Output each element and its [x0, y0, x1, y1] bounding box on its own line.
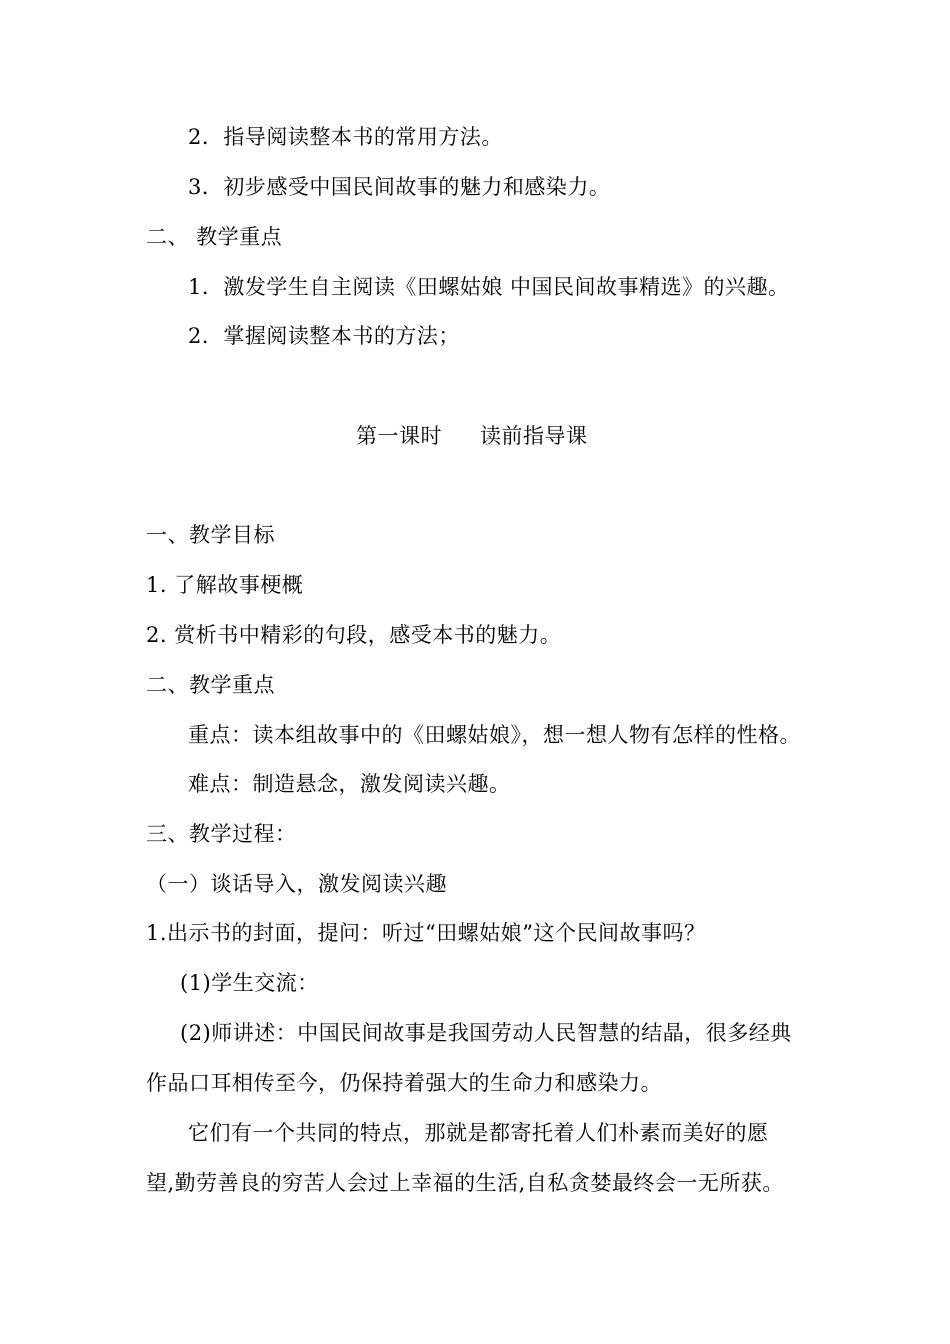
lesson-title [356, 423, 588, 449]
process-step-1-item: 1.出示书的封面，提问：听过“田螺姑娘”这个民间故事吗？ [146, 921, 706, 945]
section-heading-key-points: 二、 教学重点 [146, 225, 283, 249]
process-step-1-heading: （一）谈话导入，激发阅读兴趣 [146, 872, 447, 896]
key-point-item-1: 1．激发学生自主阅读《田螺姑娘 中国民间故事精选》的兴趣。 [188, 275, 790, 299]
objective-item-3: 3．初步感受中国民间故事的魅力和感染力。 [188, 175, 611, 199]
process-sub-item-1: (1)学生交流： [180, 971, 319, 995]
key-point-item-2: 2．掌握阅读整本书的方法； [188, 324, 460, 348]
focus-key-point: 重点：读本组故事中的《田螺姑娘》，想一想人物有怎样的性格。 [188, 723, 801, 747]
goal-item-1: 1. 了解故事梗概 [146, 573, 304, 597]
heading-teaching-process: 三、教学过程： [146, 822, 297, 846]
paragraph-line-2: 望,勤劳善良的穷苦人会过上幸福的生活,自私贪婪最终会一无所获。 [146, 1171, 784, 1195]
lesson-title-part2: 读前指导课 [480, 424, 588, 448]
heading-teaching-goals: 一、教学目标 [146, 523, 275, 547]
goal-item-2: 2. 赏析书中精彩的句段，感受本书的魅力。 [146, 623, 562, 647]
paragraph-line-1: 它们有一个共同的特点，那就是都寄托着人们朴素而美好的愿 [188, 1121, 769, 1145]
paragraph-continuation: 作品口耳相传至今，仍保持着强大的生命力和感染力。 [146, 1071, 662, 1095]
focus-difficulty: 难点：制造悬念，激发阅读兴趣。 [188, 772, 511, 796]
lesson-title-part1: 第一课时 [356, 424, 442, 448]
heading-teaching-focus: 二、教学重点 [146, 673, 275, 697]
process-sub-item-2: (2)师讲述：中国民间故事是我国劳动人民智慧的结晶，很多经典 [180, 1021, 792, 1045]
objective-item-2: 2．指导阅读整本书的常用方法。 [188, 125, 503, 149]
